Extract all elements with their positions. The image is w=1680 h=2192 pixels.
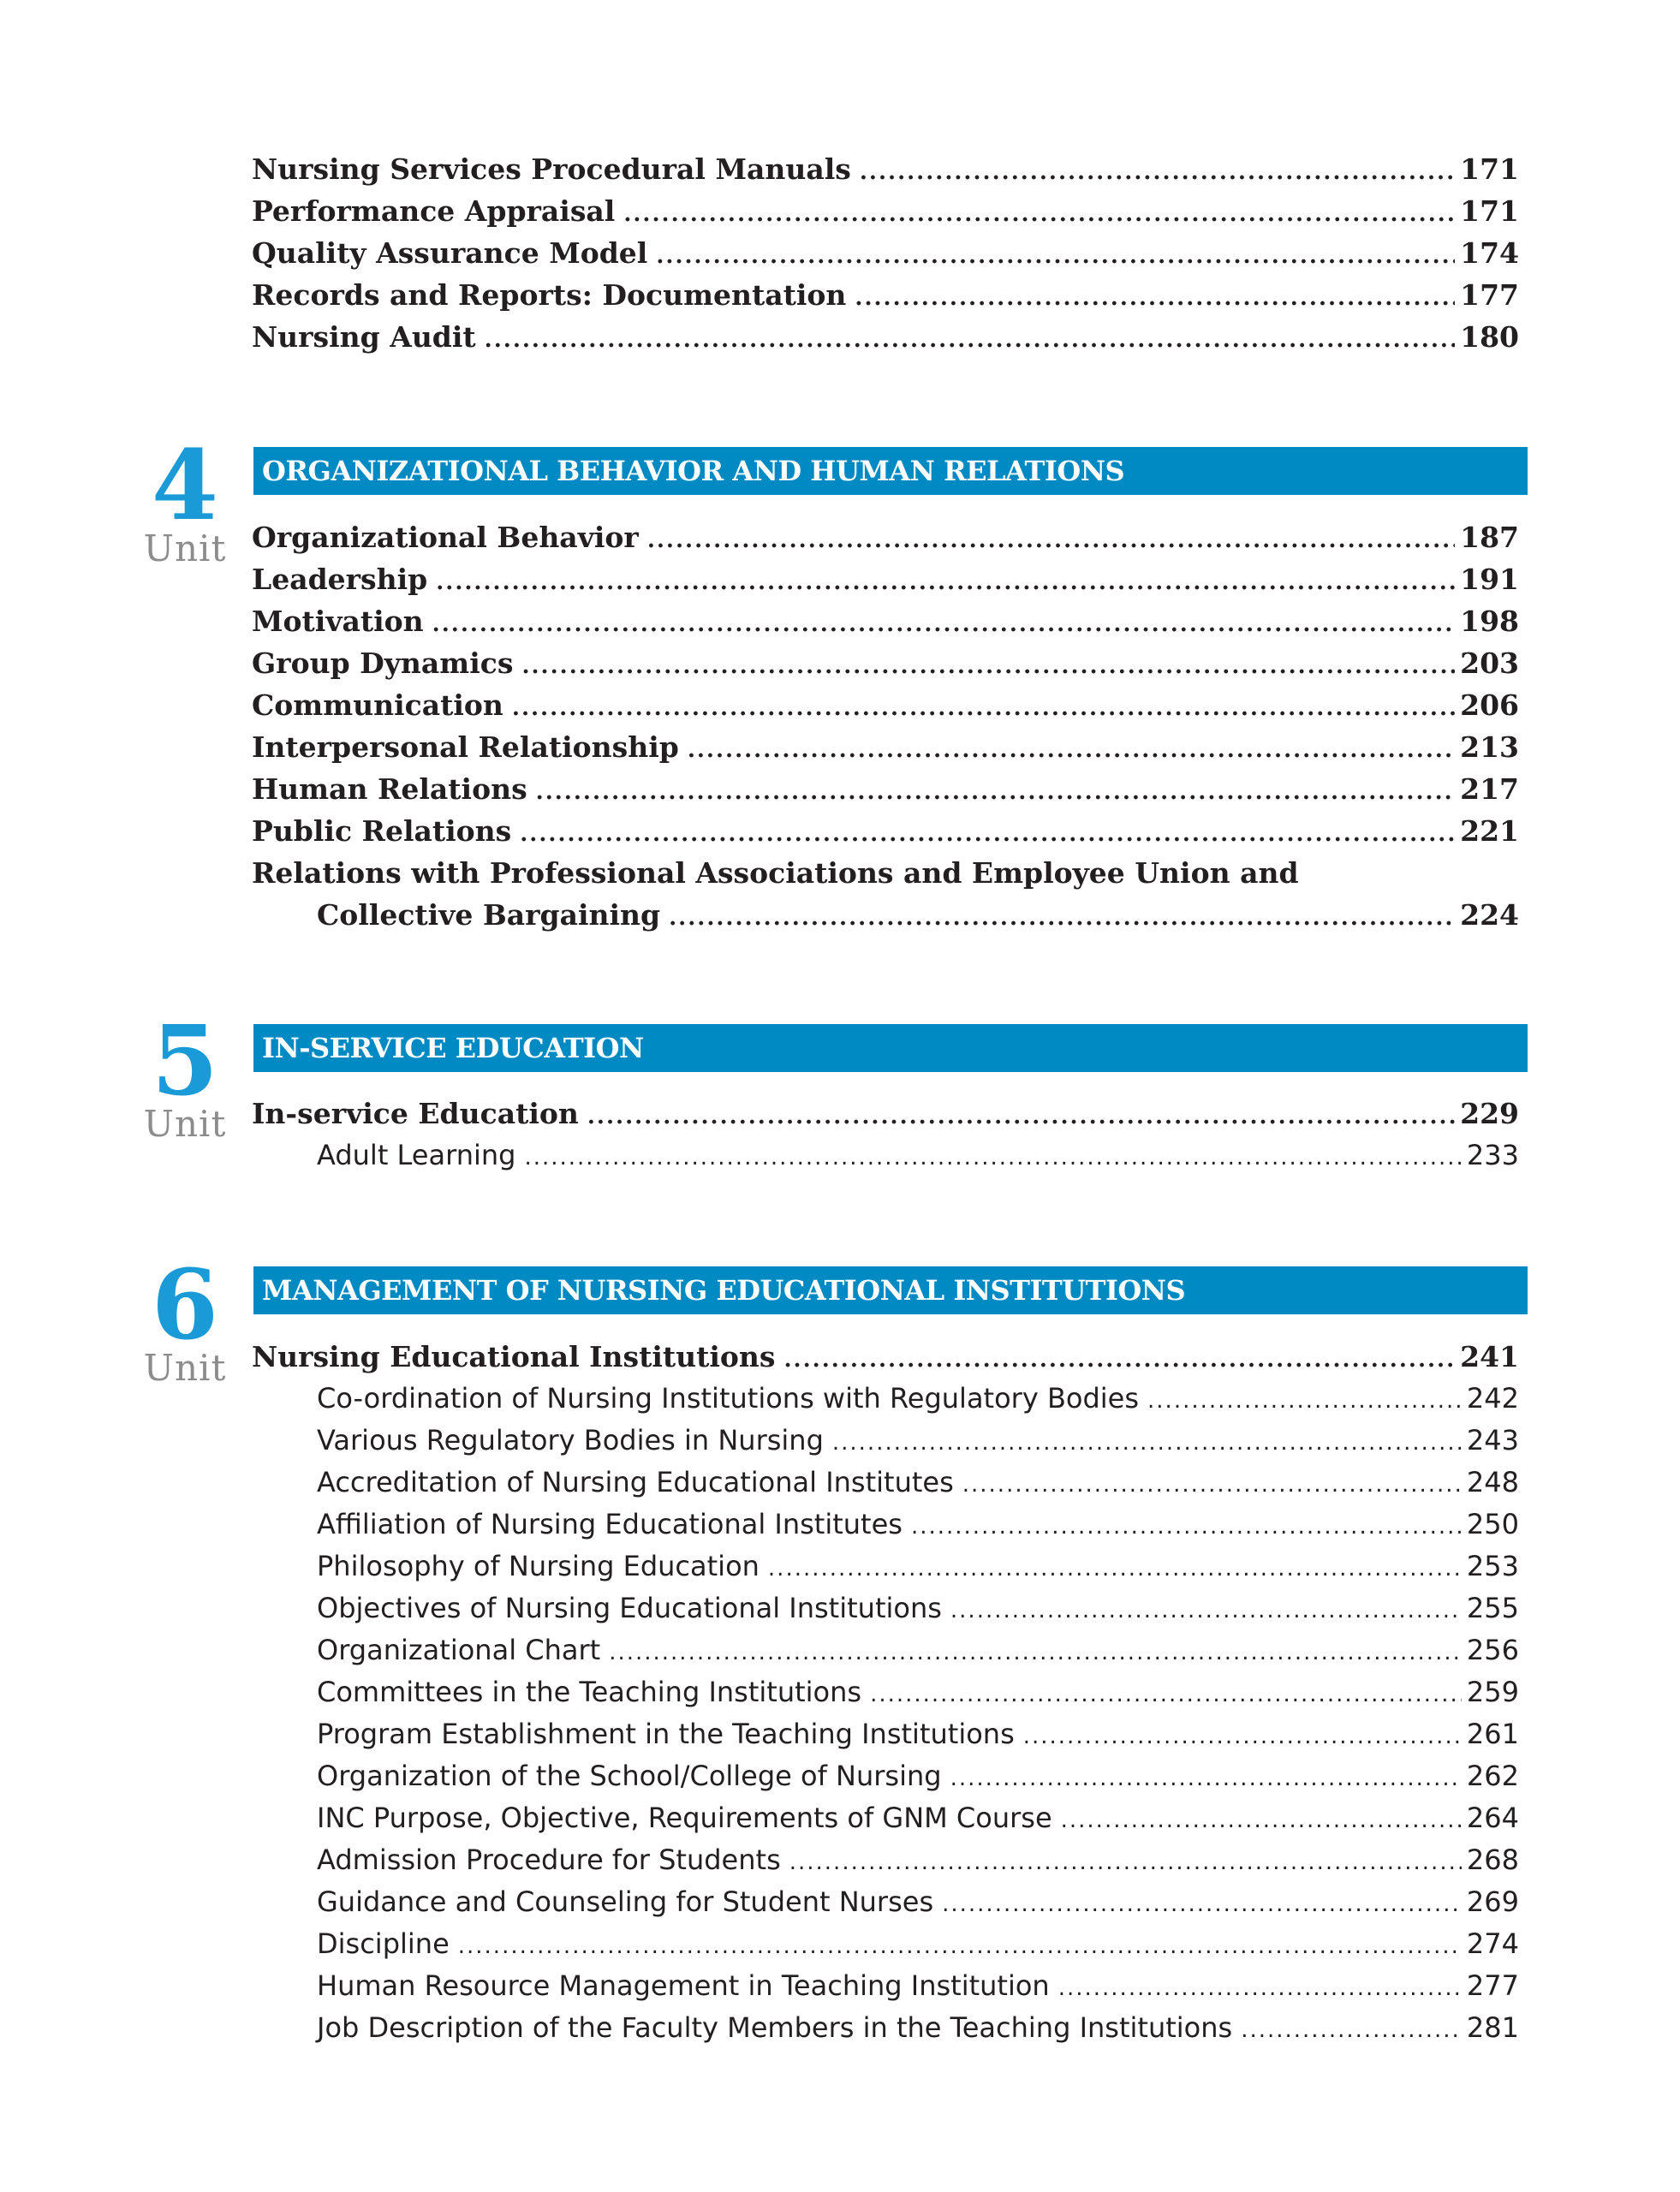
toc-entry[interactable]: Leadership ..... 191 — [252, 558, 1519, 600]
unit-6-badge — [137, 1249, 233, 1389]
toc-entry[interactable]: Performance Appraisal ..... 171 — [252, 190, 1519, 232]
toc-entry[interactable]: Nursing Audit ..... 180 — [252, 316, 1519, 358]
toc-top-entries — [252, 148, 1519, 358]
toc-subentry[interactable]: Committees in the Teaching Institutions ..... 259 — [252, 1671, 1519, 1713]
toc-subentry[interactable]: Co-ordination of Nursing Institutions with Regulatory Bodies ..... 242 — [252, 1378, 1519, 1420]
toc-entry-continued[interactable]: Collective Bargaining ..... 224 — [252, 894, 1519, 936]
unit-5-badge — [137, 1005, 233, 1145]
toc-entry[interactable]: Human Relations ..... 217 — [252, 768, 1519, 810]
toc-entry[interactable]: Nursing Educational Institutions ..... 241 — [252, 1336, 1519, 1378]
toc-subentry[interactable]: Organization of the School/College of Nursing ..... 262 — [252, 1755, 1519, 1797]
toc-entry[interactable]: Interpersonal Relationship ..... 213 — [252, 726, 1519, 768]
unit-6-heading[interactable]: MANAGEMENT OF NURSING EDUCATIONAL INSTITUTIONS — [253, 1266, 1528, 1314]
toc-entry[interactable]: Nursing Services Procedural Manuals ..... 171 — [252, 148, 1519, 190]
unit-6-entries — [252, 1336, 1519, 2049]
toc-subentry[interactable]: INC Purpose, Objective, Requirements of GNM Course ..... 264 — [252, 1797, 1519, 1839]
toc-entry[interactable]: Communication ..... 206 — [252, 684, 1519, 726]
toc-entry[interactable]: Organizational Behavior ..... 187 — [252, 516, 1519, 558]
unit-label: Unit — [143, 1103, 227, 1145]
toc-subentry[interactable]: Philosophy of Nursing Education ..... 253 — [252, 1546, 1519, 1587]
toc-subentry[interactable]: Program Establishment in the Teaching Institutions ..... 261 — [252, 1713, 1519, 1755]
toc-subentry[interactable]: Adult Learning ..... 233 — [252, 1135, 1519, 1176]
toc-entry[interactable]: Records and Reports: Documentation ..... 177 — [252, 274, 1519, 316]
toc-subentry[interactable]: Admission Procedure for Students ..... 268 — [252, 1839, 1519, 1881]
toc-subentry[interactable]: Job Description of the Faculty Members in the Teaching Institutions ..... 281 — [252, 2007, 1519, 2049]
toc-entry[interactable]: Public Relations ..... 221 — [252, 810, 1519, 852]
toc-subentry[interactable]: Objectives of Nursing Educational Institutions ..... 255 — [252, 1587, 1519, 1629]
unit-4-heading[interactable]: ORGANIZATIONAL BEHAVIOR AND HUMAN RELATIONS — [253, 447, 1528, 495]
toc-entry[interactable]: In-service Education ..... 229 — [252, 1093, 1519, 1135]
toc-subentry[interactable]: Various Regulatory Bodies in Nursing ..... 243 — [252, 1420, 1519, 1462]
unit-5-entries — [252, 1093, 1519, 1176]
toc-subentry[interactable]: Discipline ..... 274 — [252, 1923, 1519, 1965]
toc-entry[interactable]: Motivation ..... 198 — [252, 600, 1519, 642]
unit-number: 6 — [152, 1249, 218, 1361]
unit-4-entries — [252, 516, 1519, 936]
toc-entry[interactable]: Relations with Professional Associations and Employee Union and — [252, 856, 1299, 890]
unit-number: 5 — [152, 1005, 218, 1117]
unit-4-badge — [137, 430, 233, 569]
toc-entry[interactable]: Group Dynamics ..... 203 — [252, 642, 1519, 684]
toc-subentry[interactable]: Organizational Chart ..... 256 — [252, 1629, 1519, 1671]
toc-subentry[interactable]: Guidance and Counseling for Student Nurses ..... 269 — [252, 1881, 1519, 1923]
toc-subentry[interactable]: Human Resource Management in Teaching Institution ..... 277 — [252, 1965, 1519, 2007]
toc-entry[interactable]: Quality Assurance Model ..... 174 — [252, 232, 1519, 274]
unit-number: 4 — [152, 430, 218, 542]
toc-subentry[interactable]: Affiliation of Nursing Educational Institutes ..... 250 — [252, 1504, 1519, 1546]
unit-5-heading[interactable]: IN-SERVICE EDUCATION — [253, 1024, 1528, 1072]
unit-label: Unit — [143, 527, 227, 569]
toc-subentry[interactable]: Accreditation of Nursing Educational Institutes ..... 248 — [252, 1462, 1519, 1504]
unit-label: Unit — [143, 1347, 227, 1389]
